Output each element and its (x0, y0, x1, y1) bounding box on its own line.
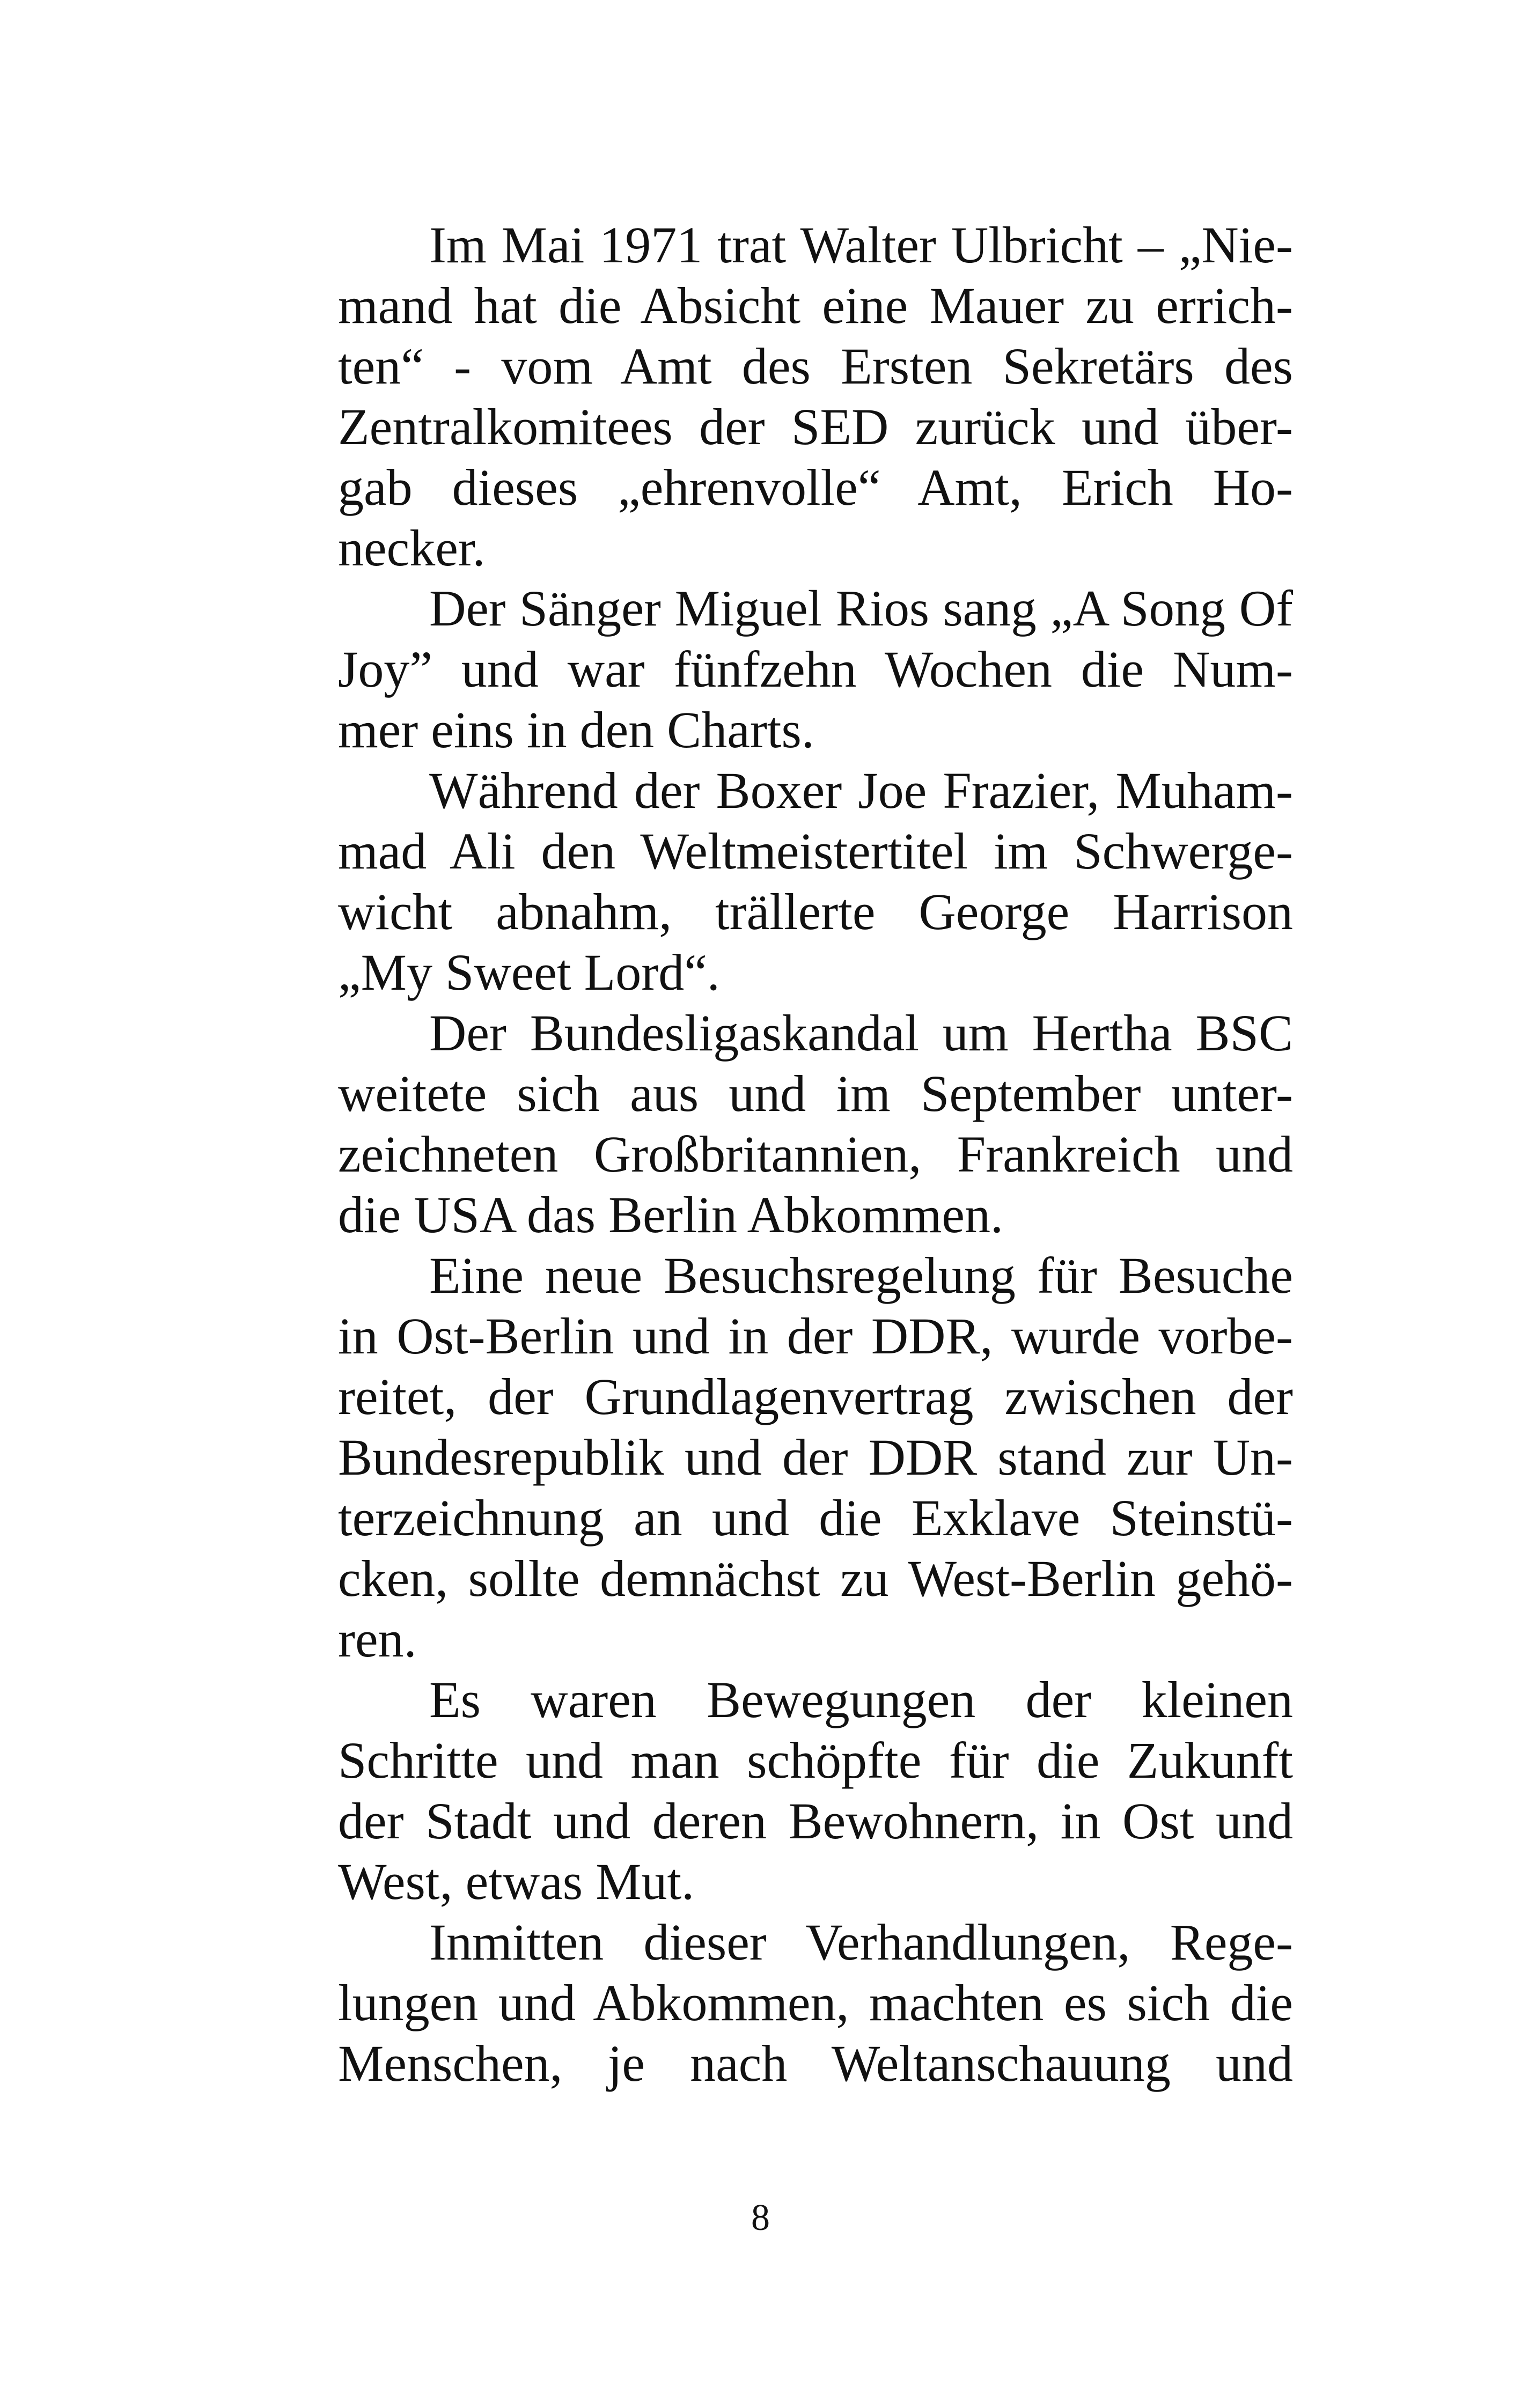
text-line: Der Bundesligaskandal um Hertha BSC (429, 1004, 1293, 1062)
text-line: „My Sweet Lord“. (338, 944, 720, 1001)
text-line: Es waren Bewegungen der kleinen (429, 1671, 1293, 1728)
text-line: Während der Boxer Joe Frazier, Muham- (429, 762, 1293, 819)
text-line: Eine neue Besuchsregelung für Besuche (429, 1247, 1293, 1304)
text-line: reitet, der Grundlagenvertrag zwischen der (338, 1368, 1293, 1425)
text-line: mer eins in den Charts. (338, 701, 814, 759)
text-line: Der Sänger Miguel Rios sang „A Song Of (429, 580, 1293, 637)
text-line: mand hat die Absicht eine Mauer zu errich- (338, 277, 1293, 334)
text-line: necker. (338, 519, 486, 577)
text-line: Inmitten dieser Verhandlungen, Rege- (429, 1913, 1293, 1971)
text-line: lungen und Abkommen, machten es sich die (338, 1974, 1293, 2031)
body-text (338, 215, 1293, 2094)
text-line: Joy” und war fünfzehn Wochen die Num- (338, 640, 1293, 698)
text-line: der Stadt und deren Bewohnern, in Ost und (338, 1792, 1293, 1850)
page-number: 8 (751, 2197, 770, 2238)
text-line: cken, sollte demnächst zu West-Berlin gehö- (338, 1550, 1293, 1607)
text-line: Schritte und man schöpfte für die Zukunft (338, 1732, 1293, 1789)
text-line: ten“ - vom Amt des Ersten Sekretärs des (338, 337, 1293, 395)
text-line: Im Mai 1971 trat Walter Ulbricht – „Nie- (429, 216, 1293, 274)
text-line: mad Ali den Weltmeistertitel im Schwerge- (338, 822, 1293, 880)
text-line: wicht abnahm, trällerte George Harrison (338, 883, 1293, 940)
text-line: gab dieses „ehrenvolle“ Amt, Erich Ho- (338, 459, 1293, 516)
text-line: ren. (338, 1610, 417, 1668)
text-line: die USA das Berlin Abkommen. (338, 1186, 1003, 1243)
text-line: weitete sich aus und im September unter- (338, 1065, 1293, 1122)
text-line: West, etwas Mut. (338, 1853, 695, 1910)
text-line: zeichneten Großbritannien, Frankreich und (338, 1125, 1293, 1183)
text-line: terzeichnung an und die Exklave Steinstü- (338, 1489, 1293, 1547)
text-line: Zentralkomitees der SED zurück und über- (338, 398, 1293, 455)
text-line: Menschen, je nach Weltanschauung und (338, 2035, 1293, 2092)
text-line: in Ost-Berlin und in der DDR, wurde vorbe- (338, 1307, 1293, 1365)
text-line: Bundesrepublik und der DDR stand zur Un- (338, 1428, 1293, 1486)
